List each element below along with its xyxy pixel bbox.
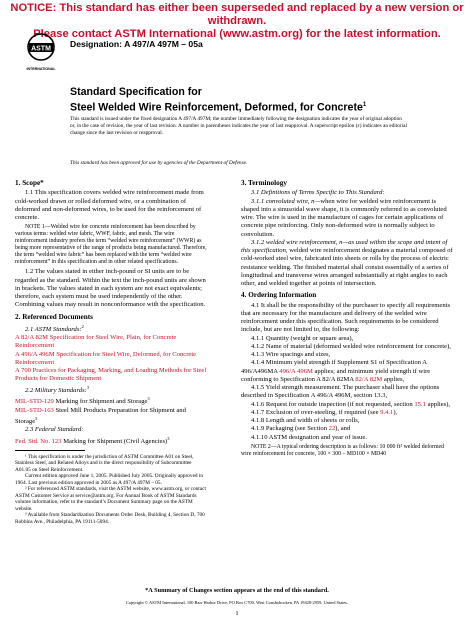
para-4-1-10: 4.1.10 ASTM designation and year of issue. <box>251 433 367 441</box>
para-4-1-5: 4.1.5 Yield strength measurement. The purchaser shall have the options described in Specification A 496/A 496M, section 13.3, <box>241 384 440 400</box>
page-number: 1 <box>235 610 239 617</box>
footnote-2: ² For referenced ASTM standards, visit the ASTM website, www.astm.org, or contact ASTM Customer Service at service@astm.org. For Annual Book of ASTM Standards volume information, refer to the standard’s Document Summary page on the ASTM website. <box>15 486 206 512</box>
notice-line-1: NOTICE: This standard has either been superseded and replaced by a new version or withdrawn. <box>10 2 464 27</box>
section-heading-terminology: 3. Terminology <box>241 179 287 187</box>
section-heading-referenced-docs: 2. Referenced Documents <box>15 312 93 321</box>
footnote-1b: Current edition approved June 1, 2005. Published July 2005. Originally approved in 1964. Last previous edition approved in 2005 as A 497/A 497M – 05. <box>15 473 204 486</box>
title-line-1: Standard Specification for <box>70 86 202 98</box>
designation: Designation: A 497/A 497M – 05a <box>70 39 203 49</box>
para-1-2: 1.2 The values stated in either inch-pound or SI units are to be regarded as the standard. Within the text the inch-pound units are shown in brackets. The values stated in each system are not exact equivalents; therefore, each system must be used independently of the other. Combining values may result in nonconformance with the specification. <box>15 268 206 309</box>
page-title <box>70 86 366 115</box>
title-line-2 <box>70 99 366 115</box>
ref-mil-129[interactable]: MIL-STD-129 Marking for Shipment and Storage$^3$ <box>15 396 150 406</box>
ref-a496-link[interactable]: A 496/A 496M <box>15 350 55 358</box>
para-3-1-2: 3.1.2 welded wire reinforcement, n—as used within the scope and intent of this specification, welded wire reinforcement designates a material composed of cold-worked steel wire, fabricated into sheets or rolls by the process of electric resistance welding. The finished material shall consist essentially of a series of longitudinal and transverse wires arranged substantially at right angles to each other, and welded together at points of intersection. <box>241 238 453 287</box>
note-1: NOTE 1—Welded wire for concrete reinforcement has been described by various terms: welded wire fabric, WWF, fabric, and mesh. The wire reinforcement industry prefers the term “welded wire reinforcement” (WWR) as being more representative of the range of products being manufactured. Therefore, the term “welded wire fabric” has been replaced with the term “welded wire reinforcement” in this specification and in other related specifications. <box>15 224 207 266</box>
para-3-1-1: 3.1.1 convoluted wire, n—when wire for welded wire reinforcement is shaped into a sinusoidal wave shape, it is commonly referred to as convoluted wire. The wire is used in the manufacture of cages for certain applications of concrete pipe reinforcing. Only non-deformed wire is normally subject to convolution. <box>241 197 447 238</box>
para-1-1: 1.1 This specification covers welded wire reinforcement made from cold-worked drawn or rolled deformed wire, or a combination of deformed and non-deformed wires, to be used for the reinforcement of concrete. <box>15 189 204 221</box>
para-2-1: 2.1 ASTM Standards:$^2$ <box>25 323 84 333</box>
ref-a700-link[interactable]: A 700 <box>15 367 31 375</box>
para-4-1-2: 4.1.2 Name of material (deformed welded wire reinforcement for concrete), <box>251 342 451 350</box>
ref-a496[interactable]: A 496/A 496M Specification for Steel Wire, Deformed, for Concrete Reinforcement <box>15 350 197 366</box>
svg-text:ASTM: ASTM <box>31 45 51 53</box>
note-2: NOTE 2—A typical ordering description is as follows: 10 000 ft² welded deformed wire reinforcement for concrete, 100 × 300 – MD100 × MD40 <box>241 443 444 457</box>
issuance-note: This standard is issued under the fixed designation A 497/A 497M; the number immediately following the designation indicates the year of original adoption or, in the case of revision, the year of last revision. A number in parentheses indicates the year of last reapproval. A superscript epsilon (ε) indicates an editorial change since the last revision or reapproval. <box>70 116 407 136</box>
title-text: Steel Welded Wire Reinforcement, Deformed, for Concrete <box>70 101 363 114</box>
section-heading-ordering: 4. Ordering Information <box>241 291 317 300</box>
para-3-1: 3.1 Definitions of Terms Specific to This Standard: <box>251 189 385 197</box>
footnote-divider <box>15 450 85 451</box>
title-footnote-mark: 1 <box>362 102 367 108</box>
para-4-1-8: 4.1.8 Length and width of sheets or rolls, <box>251 417 360 424</box>
summary-of-changes-note: *A Summary of Changes section appears at the end of this standard. <box>145 587 329 594</box>
para-4-1-4: 4.1.4 Minimum yield strength if Supplement S1 of Specification A 496/A496MA 496/A 496M applies; and minimum yield strength if wire conforming to Specification A 82/A 82MA 82/A 82M applies, <box>241 359 431 383</box>
para-4-1-3: 4.1.3 Wire spacings and sizes, <box>251 351 331 358</box>
para-4-1-9: 4.1.9 Packaging (see Section 22), and <box>251 425 351 433</box>
defense-approval: This standard has been approved for use by agencies of the Department of Defense. <box>70 160 248 166</box>
para-2-3: 2.3 Federal Standard: <box>25 426 84 434</box>
astm-logo-icon <box>26 31 56 81</box>
ref-a82-link[interactable]: A 82/A 82M <box>15 334 48 342</box>
right-column <box>241 176 453 460</box>
ref-fed-123[interactable]: Fed. Std. No. 123 Marking for Shipment (Civil Agencies)$^3$ <box>15 435 170 445</box>
para-2-2: 2.2 Military Standards:$^3$ <box>25 384 90 394</box>
footnote-3: ³ Available from Standardization Documents Order Desk, Building 4, Section D, 700 Robbins Ave., Philadelphia, PA 19111-5094. <box>15 512 205 525</box>
ref-a82[interactable]: A 82/A 82M Specification for Steel Wire, Plain, for Concrete Reinforcement <box>15 334 177 350</box>
para-4-1-7: 4.1.7 Exclusion of over-steeling, if required (see 9.4.1), <box>251 408 398 416</box>
left-column <box>15 176 208 525</box>
section-heading-scope: 1. Scope* <box>15 179 44 187</box>
copyright-line: Copyright © ASTM International, 100 Barr Harbor Drive, PO Box C700, West Conshohocken, PA 19428-2959, United States. <box>125 600 349 605</box>
para-4-1-1: 4.1.1 Quantity (weight or square area), <box>251 334 354 342</box>
para-4-1-6: 4.1.6 Request for outside inspection (if not requested, section 15.1 applies), <box>251 400 451 408</box>
logo-label: INTERNATIONAL <box>26 67 56 71</box>
para-4-1: 4.1 It shall be the responsibility of the purchaser to specify all requirements that are necessary for the manufacture and delivery of the welded wire reinforcement under this specification. Such requirements to be considered include, but are not limited to, the following: <box>241 301 451 334</box>
notice-line-2: Please contact ASTM International (www.astm.org) for the latest information. <box>33 28 441 40</box>
ref-a700[interactable]: A 700 Practices for Packaging, Marking, and Loading Methods for Steel Products for Domestic Shipment <box>15 367 207 383</box>
footnote-1: ¹ This specification is under the jurisdiction of ASTM Committee A01 on Steel, Stainless Steel, and Related Alloys and is the direct responsibility of Subcommittee A01.05 on Steel Reinforcement. <box>15 453 194 473</box>
ref-mil-163[interactable]: MIL-STD-163 Steel Mill Products Preparation for Shipment and Storage$^3$ <box>15 406 186 425</box>
withdrawal-notice <box>0 2 474 41</box>
